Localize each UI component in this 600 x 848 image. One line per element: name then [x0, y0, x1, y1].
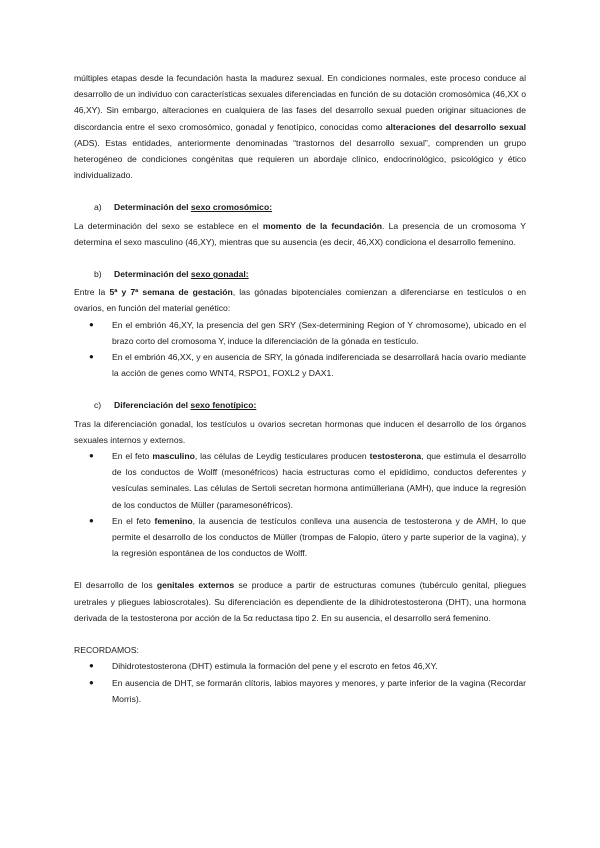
section-c-paragraph: Tras la diferenciación gonadal, los testículos u ovarios secretan hormonas que inducen el desarrollo de los órganos sexuales internos y externos. — [74, 418, 526, 445]
bullet-icon: ● — [89, 515, 94, 525]
list-item: ● En ausencia de DHT, se formarán clítoris, labios mayores y menores, y parte inferior de la vagina (Recordar Morris). — [74, 675, 526, 707]
list-item: ● En el feto femenino, la ausencia de testículos conlleva una ausencia de testosterona y de AMH, lo que permite el desarrollo de los conductos de Müller (trompas de Falopio, útero y parte superior de la vagina), y la regresión espontánea de los conductos de Wolff. — [74, 513, 526, 562]
recordamos-heading: RECORDAMOS: — [74, 645, 139, 656]
external-genitalia-paragraph: El desarrollo de los genitales externos se produce a partir de estructuras comunes (tubérculo genital, pliegues uretrales y pliegues labioscrotales). Su diferenciación es dependiente de la dihidrotestosterona (DHT), una hormona derivada de la testosterona por acción de la 5α reductasa tipo 2. En su ausencia, el desarrollo será femenino. — [74, 580, 526, 623]
list-item: ● En el embrión 46,XX, y en ausencia de SRY, la gónada indiferenciada se desarrollará hacia ovario mediante la acción de genes como WNT4, RSPO1, FOXL2 y DAX1. — [74, 349, 526, 381]
intro-paragraph: múltiples etapas desde la fecundación hasta la madurez sexual. En condiciones normales, este proceso conduce al desarrollo de un individuo con características sexuales diferenciadas en función de su dotación cromosómica (46,XX o 46,XY). Sin embargo, alteraciones en cualquiera de las fases del desarrollo sexual pueden originar situaciones de discordancia entre el sexo cromosómico, gonadal y fenotípico, conocidas como alteraciones del desarrollo sexual (ADS). Estas entidades, anteriormente denominadas “trastornos del desarrollo sexual”, comprenden un grupo heterogéneo de condiciones congénitas que requieren un abordaje clínico, endocrinológico, psicológico y ético individualizado. — [74, 73, 526, 181]
section-b-title: b) Determinación del sexo gonadal: — [94, 269, 249, 280]
bullet-icon: ● — [89, 661, 94, 671]
list-item: ● En el embrión 46,XY, la presencia del gen SRY (Sex-determining Region of Y chromosome), ubicado en el brazo corto del cromosoma Y, induce la diferenciación de la gónada en testículo. — [74, 317, 526, 349]
section-a-title: a) Determinación del sexo cromosómico: — [94, 202, 273, 213]
document-page — [74, 70, 526, 707]
recordamos-list — [74, 658, 526, 707]
bullet-icon: ● — [89, 319, 94, 329]
section-b-paragraph: Entre la 5ª y 7ª semana de gestación, las gónadas bipotenciales comienzan a diferenciarse en testículos o en ovarios, en función del material genético: — [74, 287, 527, 314]
section-b-list — [74, 317, 526, 382]
bullet-icon: ● — [89, 352, 94, 362]
section-a-paragraph: La determinación del sexo se establece en el momento de la fecundación. La presencia de un cromosoma Y determina el sexo masculino (46,XY), mientras que su ausencia (es decir, 46,XX) condiciona el desarrollo femenino. — [74, 220, 526, 247]
section-c-title: c) Diferenciación del sexo fenotípico: — [94, 400, 257, 411]
bullet-icon: ● — [89, 451, 94, 461]
list-item: ● Dihidrotestosterona (DHT) estimula la formación del pene y el escroto en fetos 46,XY. — [74, 658, 526, 674]
section-c-list — [74, 448, 526, 561]
list-item: ● En el feto masculino, las células de Leydig testiculares producen testosterona, que estimula el desarrollo de los conductos de Wolff (mesonéfricos) hacia estructuras como el epidídimo, conductos deferentes y vesículas seminales. Las células de Sertoli secretan hormona antimülleriana (AMH), que induce la regresión de los conductos de Müller (paramesonéfricos). — [74, 448, 526, 513]
bullet-icon: ● — [89, 677, 94, 687]
